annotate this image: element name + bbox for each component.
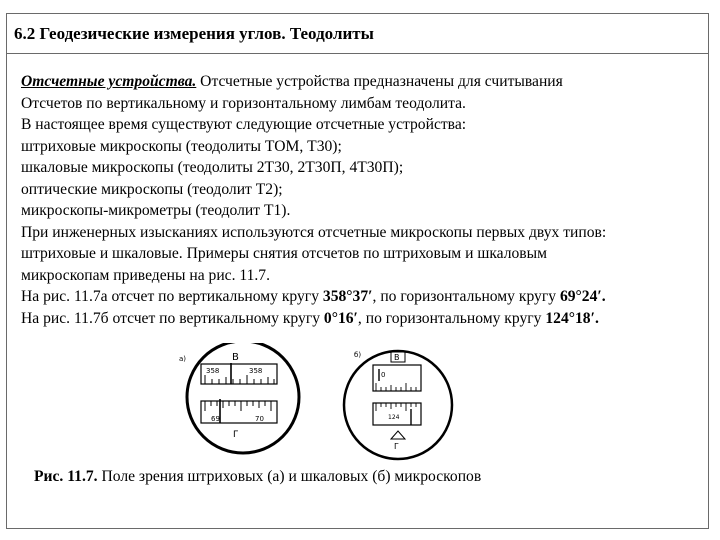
text-line: оптические микроскопы (теодолит Т2); xyxy=(21,180,283,198)
figure-microscopes xyxy=(175,343,460,461)
text-segment: , по горизонтальному кругу xyxy=(357,309,546,327)
b-bottom-letter: Г xyxy=(394,442,399,451)
text-line: микроскопам приведены на рис. 11.7. xyxy=(21,266,270,284)
text-line: штриховые микроскопы (теодолиты ТОМ, Т30); xyxy=(21,137,342,155)
a-bottom-right-num: 70 xyxy=(255,415,264,423)
text-line: шкаловые микроскопы (теодолиты 2Т30, 2Т30П, 4Т30П); xyxy=(21,159,404,176)
field-circle-a xyxy=(187,343,299,453)
text-line: микроскопы-микрометры (теодолит Т1). xyxy=(21,202,291,219)
panel-a-label: а) xyxy=(179,355,187,363)
a-bottom-left-num: 69 xyxy=(211,415,220,423)
text-line xyxy=(21,308,706,330)
microscope-diagram xyxy=(175,343,460,461)
horizontal-reading-b: 124°18′ xyxy=(545,309,595,327)
b-bottom-marker xyxy=(391,431,405,439)
text-line xyxy=(21,286,706,308)
a-bottom-letter: Г xyxy=(233,430,239,440)
text-line: Отсчетов по вертикальному и горизонтальному лимбам теодолита. xyxy=(21,94,466,112)
text-segment: . xyxy=(594,309,599,327)
a-top-letter: В xyxy=(232,352,239,363)
caption-label: Рис. 11.7. xyxy=(34,468,98,485)
a-top-left-num: 358 xyxy=(206,367,220,375)
text-line: штриховые и шкаловые. Примеры снятия отсчетов по штриховым и шкаловым xyxy=(21,245,548,262)
figure-caption xyxy=(34,468,481,486)
text-segment: На рис. 11.7б отсчет по вертикальному кругу xyxy=(21,309,324,327)
text-segment: На рис. 11.7а отсчет по вертикальному кругу xyxy=(21,288,323,305)
vertical-reading-b: 0°16′ xyxy=(323,309,358,327)
text-line: При инженерных изысканиях используются отсчетные микроскопы первых двух типов: xyxy=(21,223,607,241)
a-top-right-num: 358 xyxy=(249,367,263,375)
body-text xyxy=(21,71,706,329)
text-segment: Отсчетные устройства предназначены для считывания xyxy=(196,73,563,90)
term-heading: Отсчетные устройства. xyxy=(21,73,197,90)
horizontal-reading-a: 69°24′ xyxy=(559,288,602,305)
b-bottom-num: 124 xyxy=(388,414,400,421)
text-line: В настоящее время существуют следующие отсчетные устройства: xyxy=(21,116,467,133)
vertical-reading-a: 358°37′ xyxy=(322,288,373,305)
b-top-num: 0 xyxy=(381,371,386,379)
page-title xyxy=(6,13,709,54)
text-segment: , по горизонтальному кругу xyxy=(372,288,560,305)
panel-b-label: б) xyxy=(354,351,362,359)
caption-text: Поле зрения штриховых (а) и шкаловых (б) микроскопов xyxy=(97,468,482,485)
text-segment: . xyxy=(601,288,606,305)
page-title-text: 6.2 Геодезические измерения углов. Теодолиты xyxy=(14,23,374,43)
b-top-letter: В xyxy=(394,353,400,362)
text-line xyxy=(21,71,706,93)
